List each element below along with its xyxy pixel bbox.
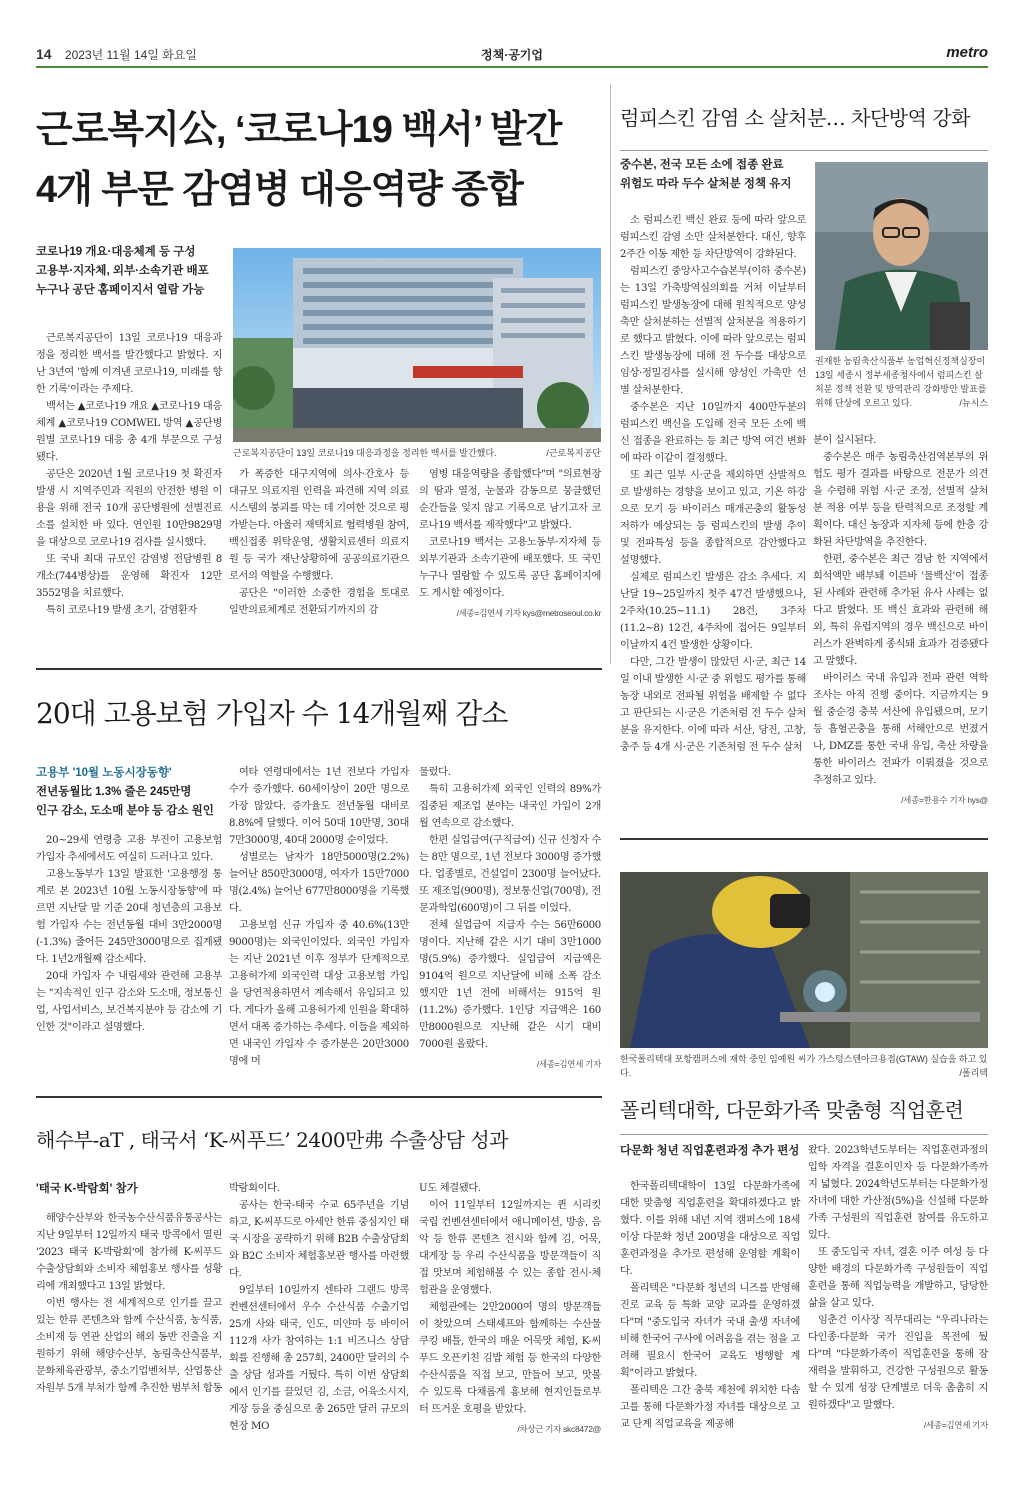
article2-photo [815,162,988,350]
article5-subheads: '태국 K-박람회' 참가 [36,1183,138,1195]
article2-headline[interactable]: 럼피스킨 감염 소 살처분… 차단방역 강화 [620,106,970,130]
page-number: 14 [36,46,52,62]
article1-photo-caption-row [233,446,601,460]
article4-photo [620,872,988,1048]
article4-col2: 왔다. 2023학년도부터는 직업훈련과정의 입학 자격을 결혼이민자 등 다문화가족까지 넓혔다. 2024학년도부터는 다문화가정 자녀에 대한 가산점(5%)을 신설해 다문화가족 구성원의 직업훈련 참여를 유도하고 있다. 또 중도입국 자녀, 결혼 이주 여성 등 다양한 배경의 다문화가족 구성원들이 직업훈련을 통해 직업능력을 개발하고, 당당한 삶을 살고 있다. 임춘건 이사장 직무대리는 "우리나라는 다인종·다문화 국가 진입을 목전에 뒀다"며 "다문화가족이 직업훈련을 통해 잠재력을 발휘하고, 건강한 구성원으로 활동할 수 있게 성장 단계별로 더욱 촘촘히 지원하겠다"고 말했다. /세종=김연세 기자 [808,1142,988,1434]
official-portrait-image [815,162,988,350]
article5-col2: 박람회이다. 공사는 한국-태국 수교 65주년을 기념하고, K-씨푸드로 아세안 한류 중심지인 태국 시장을 공략하기 위해 B2B 수출상담회와 B2C 소비자 체험홍보관 행사를 마련했다. 9일부터 10일까지 센타라 그랜드 방콕 컨벤션센터에서 우수 수산식품 수출기업 25개 사와 태국, 인도, 미얀마 등 바이어 112개 사가 참여하는 1:1 비즈니스 상담회를 진행해 총 257회, 2400만 달러의 수출 상담 성과를 거뒀다. 특히 이번 상담회에서 인기를 끌었던 김, 소금, 어육소시지, 게장 등을 중심으로 총 265만 달러 규모의 현장 MO [229,1183,409,1432]
article5-col1: 해양수산부와 한국농수산식품유통공사는 지난 9일부터 12일까지 태국 방콕에서 열린 '2023 태국 K-박람회'에 참가해 K-씨푸드 수출상담회와 소비자 체험홍보 행사를 성황리에 개최했다고 13일 밝혔다. 이번 행사는 전 세계적으로 인기를 끌고 있는 한류 콘텐츠와 함께 수산식품, 농식품, 소비재 등 연관 산업의 해외 동반 진출을 지원하기 위해 해양수산부, 농림축산식품부, 문화체육관광부, 중소기업벤처부, 산업통산자원부 5개 부처가 함께 추진한 범부처 합동 [36,1213,223,1394]
article4-photo-caption: 한국폴리텍대 포항캠퍼스에 재학 중인 임예원 씨가 가스텅스텐아크용접(GTAW) 실습을 하고 있다. [620,1054,988,1078]
article1-headline[interactable]: 근로복지公, ‘코로나19 백서’ 발간 4개 부문 감염병 대응역량 종합 [36,109,562,211]
article1-subheads: 코로나19 개요·대응체계 등 구성 고용부·지자체, 외부·소속기관 배포 누구나 공단 홈페이지서 열람 가능 [36,246,209,296]
divider-line [620,1134,988,1135]
article2-photo-caption: 권재한 농림축산식품부 농업혁신정책실장이 13일 세종시 정부세종청사에서 럼피스킨 살처분 정책 전환 및 방역관리 강화방안 발표를 위해 단상에 오르고 있다. [815,356,987,408]
column-divider [610,84,611,664]
article2-col1: 소 럼피스킨 백신 완료 등에 따라 앞으로 럼피스킨 감염 소만 살처분한다. 대신, 향후 2주간 이동 제한 등 차단방역이 강화된다. 럼피스킨 중앙사고수습본부(이하 중수본)는 13일 가축방역심의회를 거쳐 이날부터 럼피스킨 발생농장에 대해 원칙적으로 양성축만 살처분하는 선별적 살처분을 적용하기로 했다고 밝혔다. 이에 따라 앞으로는 럼피스킨 발생농장에 대해 전 두수를 대상으로 임상·정밀검사를 실시해 양성인 가축만 선별 살처분한다. 중수본은 지난 10일까지 400만두분의 럼피스킨 백신을 도입해 전국 모든 소에 백신 접종을 완료하는 등 최근 방역 여건 변화에 따라 이같이 결정했다. 또 최근 일부 시·군을 제외하면 산발적으로 발생하는 경향을 보이고 있고, 기온 하강으로 모기 등 바이러스 매개곤충의 활동성 저하가 예상되는 등 럼피스킨의 발생 추이 및 전파특성 등을 종합적으로 감안했다고 설명했다. 실제로 럼피스킨 발생은 감소 추세다. 지난달 19~25일까지 첫주 47건 발생했으나, 2주차(10.25~11.1) 28건, 3주차(11.2~8) 12건, 4주차에 접어든 9일부터 이날까지 4건 발생한 상황이다. 다만, 그간 발생이 많았던 시·군, 최근 14일 이내 발생한 시·군 중 위험도 평가를 통해 농장 내외로 전파될 위험을 배제할 수 없다고 판단되는 시·군은 기존처럼 전 두수 살처분을 유지한다. 이에 따라 서산, 당진, 고창, 충주 등 4개 시·군은 기존처럼 전 두수 살처 [620,215,806,753]
article4-photo-caption-block [620,1052,988,1080]
article4-col1: 한국폴리텍대학이 13일 다문화가족에 대한 맞춤형 직업훈련을 확대하겠다고 밝혔다. 이를 위해 내년 지역 캠퍼스에 18세이상 다문화 청년 200명을 대상으로 직업훈련과정을 추가로 편성해 운영할 계획이다. 폴리텍은 "다문화 청년의 니즈를 반영해 진로 교육 등 특화 교양 교과를 운영하겠다"며 "중도입국 자녀가 국내 출생 자녀에 비해 한국어 구사에 어려움을 겪는 점을 고려해 필요시 한국어 교육도 병행할 계획"이라고 밝혔다. 폴리텍은 그간 충북 제천에 위치한 다솜고를 통해 다문화가정 자녀를 대상으로 고교 단계 직업교육을 제공해 [620,1181,800,1430]
article4-byline: /세종=김연세 기자 [923,1420,988,1430]
article2-subheads: 중수본, 전국 모든 소에 접종 완료 위험도 따라 두수 살처분 정책 유지 [620,159,792,190]
article2-byline: /세종=한용수 기자 hys@ [901,795,988,805]
section-divider [36,1096,602,1098]
article4-headline[interactable]: 폴리텍대학, 다문화가족 맞춤형 직업훈련 [620,1098,964,1122]
section-divider [36,668,602,670]
article1-photo-credit: /근로복지공단 [546,448,601,458]
article2-photo-caption-block [815,354,988,410]
article1-col3: 염병 대응역량을 종합했다"며 "의료현장의 땀과 열정, 눈물과 감동으로 뭉클했던 순간들을 잊지 않고 기록으로 남기고자 코로나19 백서를 제작했다"고 밝혔다. 코로나19 백서는 고용노동부·지자체 등 외부기관과 소속기관에 배포했다. 또 국민 누구나 열람할 수 있도록 공단 홈페이지에도 게시할 예정이다. /세종=김연세 기자 kys@metroseoul.co.kr [419,466,601,622]
article3-byline: /세종=김연세 기자 [536,1059,601,1069]
article3-col1: 20~29세 연령층 고용 부진이 고용보험 가입자 추세에서도 여실히 드러나고 있다. 고용노동부가 13일 발표한 '고용행정 통계로 본 2023년 10월 노동시장동향'에 따르면 지난달 말 기준 20대 청년층의 고용보험 가입자 수는 전년동월 대비 3만2000명(-1.3%) 줄어든 245만3000명으로 집계됐다. 1년2개월째 감소세다. 20대 가입자 수 내림세와 관련해 고용부는 "지속적인 인구 감소와 도소매, 정보통신업, 사업서비스, 보건복지분야 등 감소에 기인한 것"이라고 설명했다. [36,835,222,1033]
article1-col2: 가 폭증한 대구지역에 의사·간호사 등 대규모 의료지원 인력을 파견해 지역 의료시스템의 붕괴를 막는 데 기여한 것으로 평가받는다. 아울러 재택치료 협력병원 참여, 백신접종 위탁운영, 생활치료센터 의료지원 등 국가 재난상황하에 공공의료기관으로서의 역할을 수행했다. 공단은 "이러한 소중한 경험을 토대로 일반의료체계로 전환되기까지의 감 [229,469,409,616]
article4-photo-credit: /폴리텍 [959,1068,988,1078]
article3-col3: 물렀다. 특히 고용허가제 외국인 인력의 89%가 집중된 제조업 분야는 내국인 가입이 2개월 연속으로 감소했다. 한편 실업급여(구직급여) 신규 신청자 수는 8만 명으로, 1년 전보다 3000명 증가했다. 업종별로, 건설업이 2300명 늘어났다. 또 제조업(900명), 정보통신업(700명), 전문과학업(600명)이 그 뒤를 이었다. 전체 실업급여 지급자 수는 56만6000명이다. 지난해 같은 시기 대비 3만1000명(5.9%) 증가했다. 실업급여 지급액은 9104억 원으로 지난달에 비해 소폭 감소했지만 1년 전에 비해서는 915억 원(11.2%) 증가했다. 1인당 지급액은 160만8000원으로 지난해 같은 시기 대비 7000원 올랐다. /세종=김연세 기자 [419,764,601,1073]
section-title: 정책·공기업 [481,48,543,62]
page-header [36,30,988,68]
article5-col3: U도 체결됐다. 이어 11일부터 12일까지는 퀸 시리킷 국립 컨벤션센터에서 애니메이션, 방송, 음악 등 한류 콘텐츠 전시와 함께 김, 어묵, 대게장 등 우리 수산식품을 방문객들이 직접 맛보며 체험해볼 수 있는 종합 전시·체험관을 운영했다. 체험관에는 2만2000여 명의 방문객들이 찾았으며 스태셰프와 함께하는 수산물 쿠킹 배틀, 한국의 매운 어묵맛 체험, K-씨푸드 오픈키친 김밥 체험 등 한국의 다양한 수산식품을 직접 보고, 만들어 보고, 맛볼 수 있도록 다채롭게 홍보해 현지인들로부터 뜨거운 호평을 받았다. /차상근 기자 skc8472@ [419,1180,601,1438]
metro-logo[interactable]: metro [946,44,988,61]
welding-student-image [620,872,988,1048]
divider-line [620,150,988,151]
article1-photo-caption: 근로복지공단이 13일 코로나19 대응과정을 정리한 백서를 발간했다. [233,448,497,458]
article2-col2: 분이 실시된다. 중수본은 매주 농림축산검역본부의 위험도 평가 결과를 바탕으로 전문가 의견을 수렴해 위험 시·군 조정, 선별적 살처분 적용 여부 등을 탄력적으로 조정할 계획이다. 대신 농장과 지자체 등에 한층 강화된 차단방역을 추진한다. 한편, 중수본은 최근 경남 한 지역에서 희석액만 배부돼 이른바 '물백신'이 접종된 사례와 관련해 추가된 유사 사례는 없다고 밝혔다. 또 백신 효과와 관련해 해외, 특히 유럽지역의 경우 백신으로 바이러스가 완벽하게 종식돼 효과가 검증됐다고 말했다. 바이러스 국내 유입과 전파 관련 역학조사는 아직 진행 중이다. 지금까지는 9월 중순경 충북 서산에 유입됐으며, 모기 등 흡혈곤충을 통해 서해안으로 번졌거나, DMZ를 통한 국내 유입, 축산 차량을 통한 바이러스 전파가 이뤄졌을 것으로 추정하고 있다. /세종=한용수 기자 hys@ [813,432,988,809]
article1-photo [233,248,601,442]
article4-subheads: 다문화 청년 직업훈련과정 추가 편성 [620,1145,800,1157]
article2-photo-credit: /뉴시스 [959,398,988,408]
article3-subheads: 고용부 '10월 노동시장동향' 전년동월比 1.3% 줄은 245만명 인구 감소, 도소매 분야 등 감소 원인 [36,767,214,817]
office-building-image [233,248,601,442]
article5-byline: /차상근 기자 skc8472@ [517,1424,601,1434]
section-divider [620,838,988,840]
article3-headline[interactable]: 20대 고용보험 가입자 수 14개월째 감소 [36,697,508,730]
article1-byline: /세종=김연세 기자 kys@metroseoul.co.kr [456,608,601,618]
article1-col1: 근로복지공단이 13일 코로나19 대응과정을 정리한 백서를 발간했다고 밝혔다. 지난 3년여 '함께 이겨낸 코로나19, 미래를 향한 기록'이라는 주제다. 백서는 ▲코로나19 개요 ▲코로나19 대응체계 ▲코로나19 COMWEL 방역 ▲공단병원별 코로나19 대응 총 4개 부문으로 구성됐다. 공단은 2020년 1월 코로나19 첫 확진자 발생 시 지역주민과 직원의 안전한 병원 이용을 위해 전국 10개 공단병원에 선별진료소를 설치한 바 있다. 연인원 10만9829명을 대상으로 코로나19 검사를 실시했다. 또 국내 최대 규모인 감염병 전담병원 8개소(744병상)를 운영해 확진자 12만3552명을 치료했다. 특히 코로나19 발생 초기, 감염환자 [36,333,222,616]
article5-headline[interactable]: 해수부-aT , 태국서 ‘K-씨푸드’ 2400만弗 수출상담 성과 [36,1128,509,1152]
issue-date: 2023년 11월 14일 화요일 [64,48,197,62]
article3-col2: 여타 연령대에서는 1년 전보다 가입자 수가 증가했다. 60세이상이 20만 명으로 가장 많았다. 증가율도 전년동월 대비로 8.8%에 달했다. 이어 50대 10만명, 30대 7만3000명, 40대 2000명 순이었다. 성별로는 남자가 18만5000명(2.2%) 늘어난 850만3000명, 여자가 15만7000명(2.4%) 늘어난 677만8000명을 기록했다. 고용보험 신규 가입자 중 40.6%(13만9000명)는 외국인이었다. 외국인 가입자는 지난 2021년 이후 정부가 단계적으로 고용허가제 외국인력 대상 고용보험 가입을 당연적용하면서 계속해서 유입되고 있다. 게다가 올해 고용허가제 인원을 확대하면서 대폭 증가하는 추세다. 이들을 제외하면 내국인 가입자 수 증가분은 20만3000명에 머 [229,767,409,1067]
